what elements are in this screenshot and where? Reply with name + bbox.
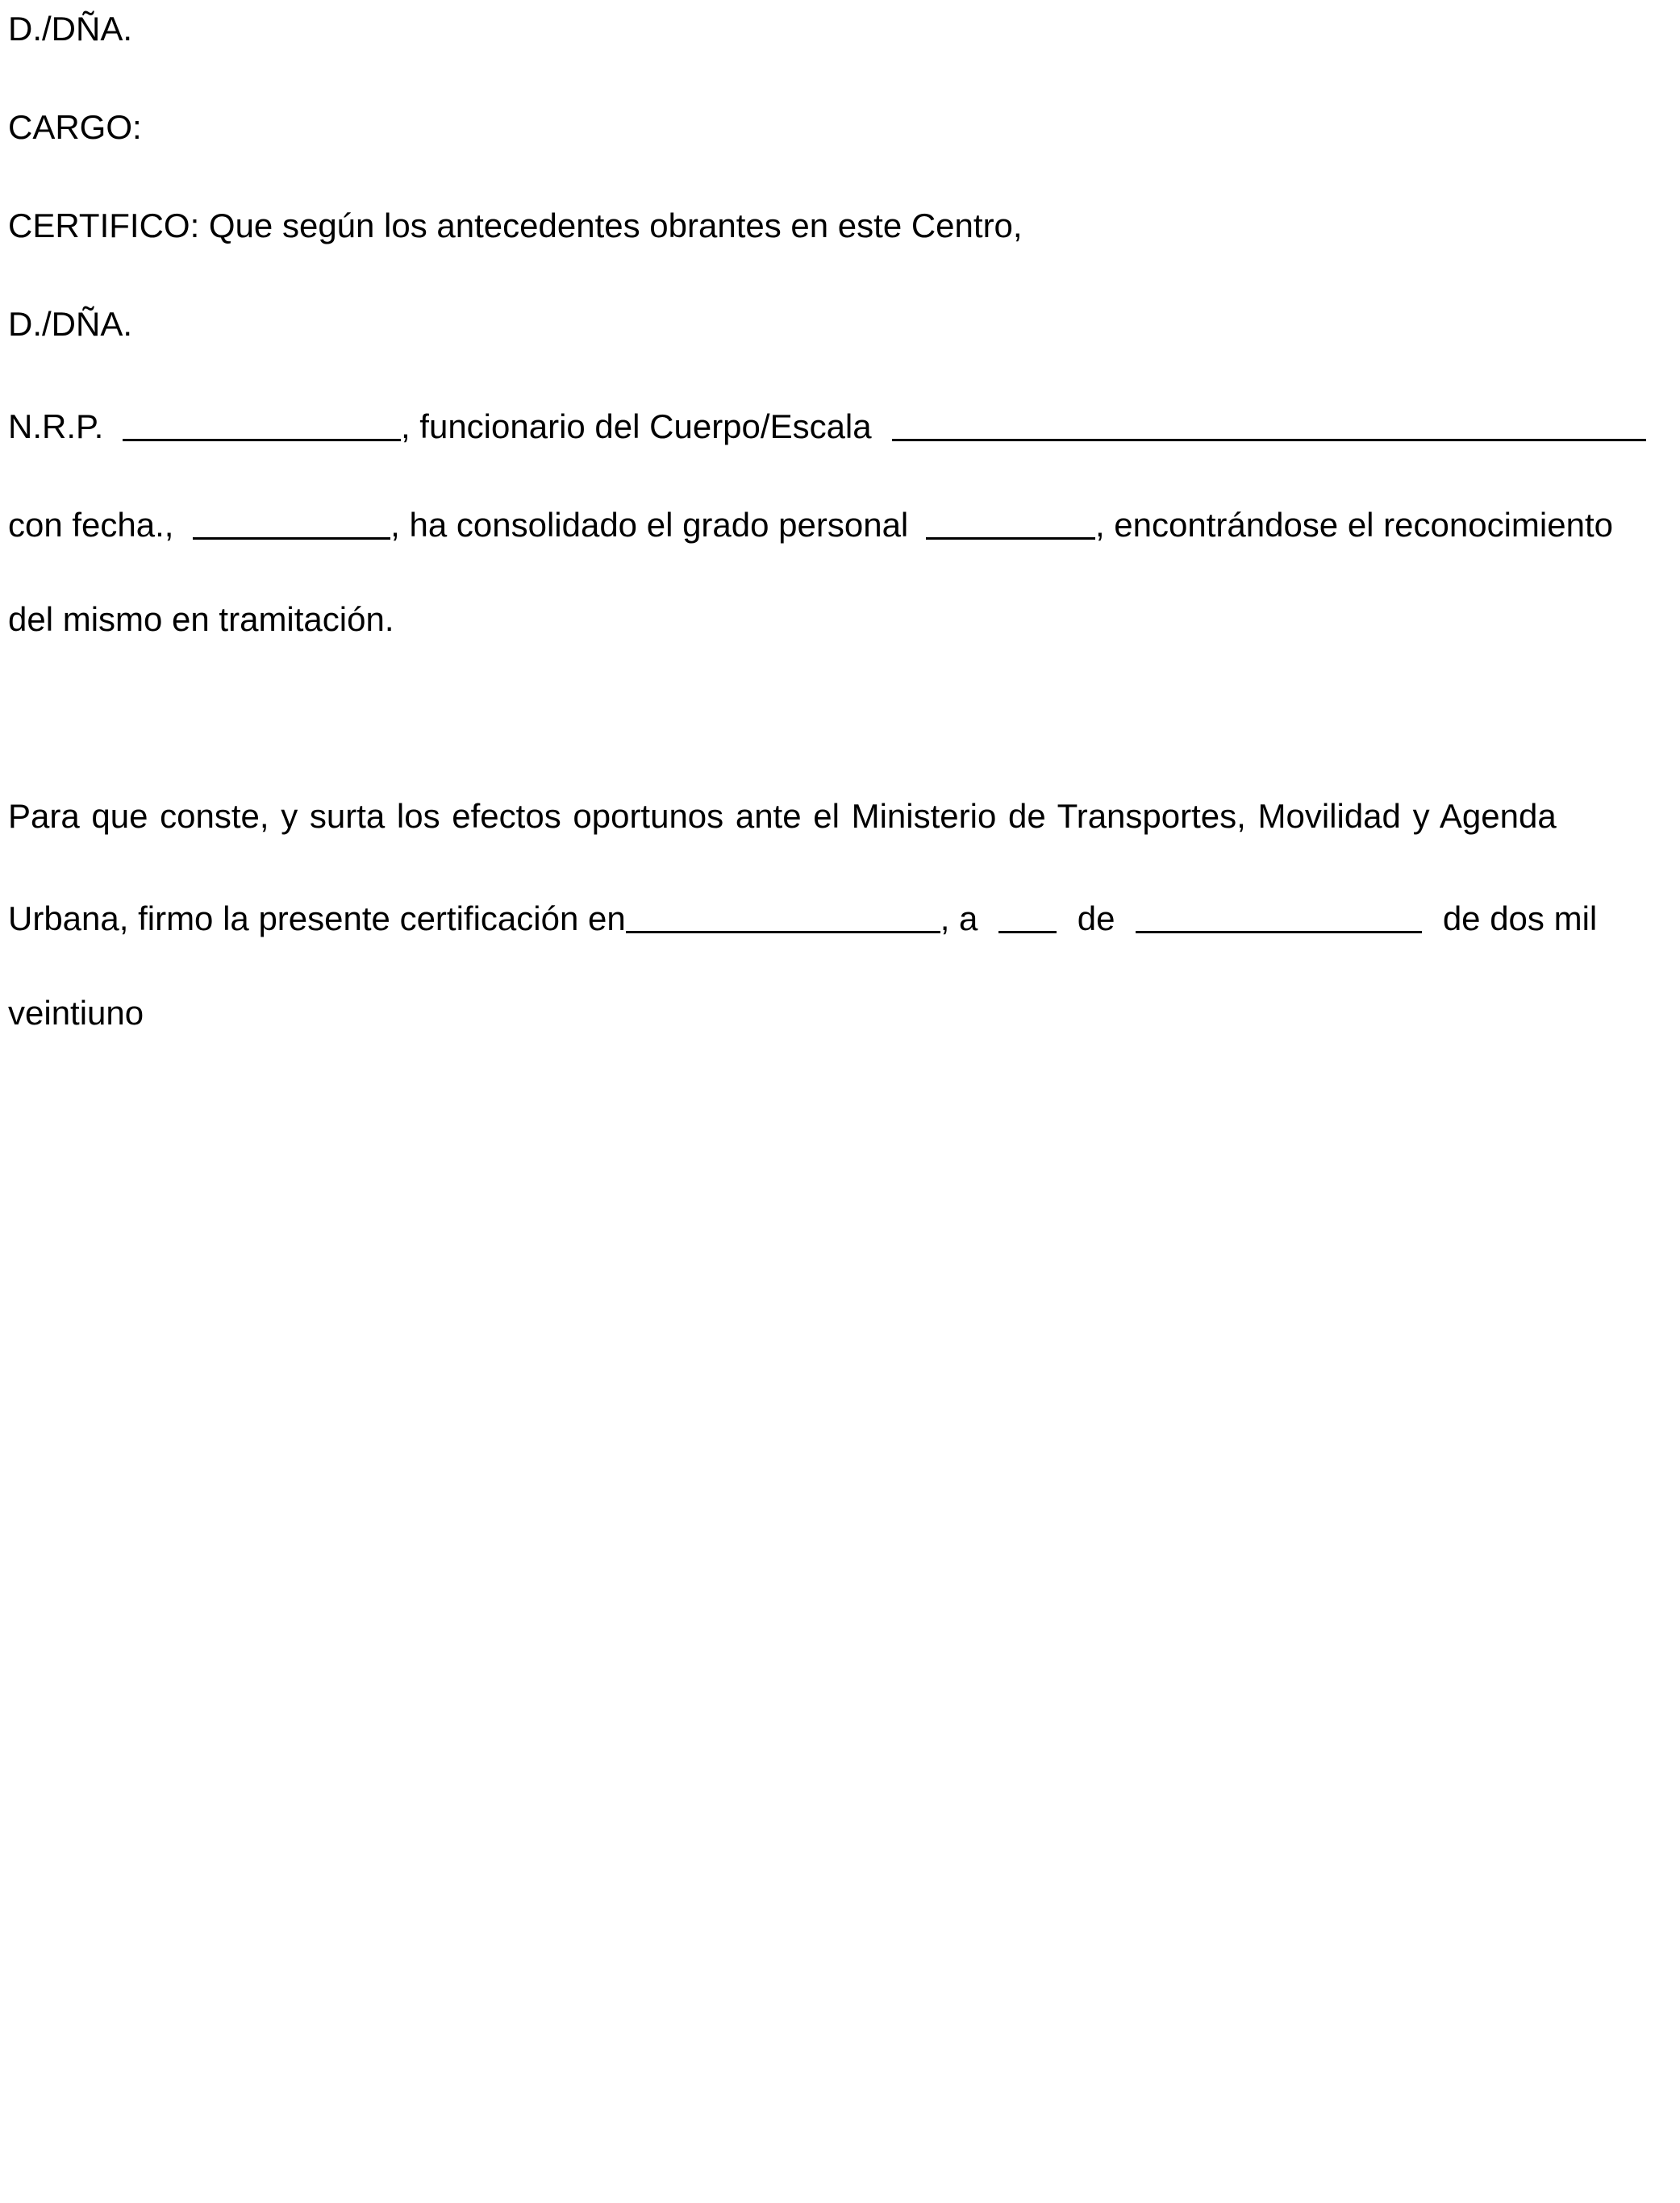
- nrp-blank[interactable]: [123, 403, 401, 441]
- grado-blank[interactable]: [926, 502, 1095, 540]
- name-label-1: D./DÑA.: [8, 10, 133, 48]
- cuerpo-escala-label: , funcionario del Cuerpo/Escala: [400, 407, 872, 445]
- fecha-line: [8, 499, 1670, 548]
- nrp-label: N.R.P.: [8, 407, 104, 445]
- tramitacion-text: del mismo en tramitación.: [8, 600, 394, 638]
- fecha-label: con fecha.,: [8, 506, 174, 544]
- cargo-label: CARGO:: [8, 108, 142, 146]
- cuerpo-escala-blank[interactable]: [892, 403, 1646, 441]
- de-dos-mil-label: de dos mil: [1442, 899, 1598, 937]
- de-label: de: [1077, 899, 1115, 937]
- mes-blank[interactable]: [1136, 895, 1422, 933]
- nrp-line: [8, 400, 1670, 449]
- veintiuno-text: veintiuno: [8, 994, 144, 1032]
- fecha-blank[interactable]: [193, 502, 390, 540]
- firma-line: [8, 892, 1670, 941]
- a-label: , a: [940, 899, 978, 937]
- lugar-blank[interactable]: [626, 895, 940, 933]
- certifico-statement: CERTIFICO: Que según los antecedentes obrantes en este Centro,: [8, 207, 1023, 244]
- para-que-conste-text: Para que conste, y surta los efectos oportunos ante el Ministerio de Transportes, Movilidad y Agenda: [8, 797, 1557, 835]
- grado-label: , ha consolidado el grado personal: [390, 506, 909, 544]
- dia-blank[interactable]: [998, 895, 1057, 933]
- certificacion-label: Urbana, firmo la presente certificación en: [8, 899, 626, 937]
- reconocimiento-label: , encontrándose el reconocimiento: [1094, 506, 1613, 544]
- name-label-2: D./DÑA.: [8, 305, 133, 343]
